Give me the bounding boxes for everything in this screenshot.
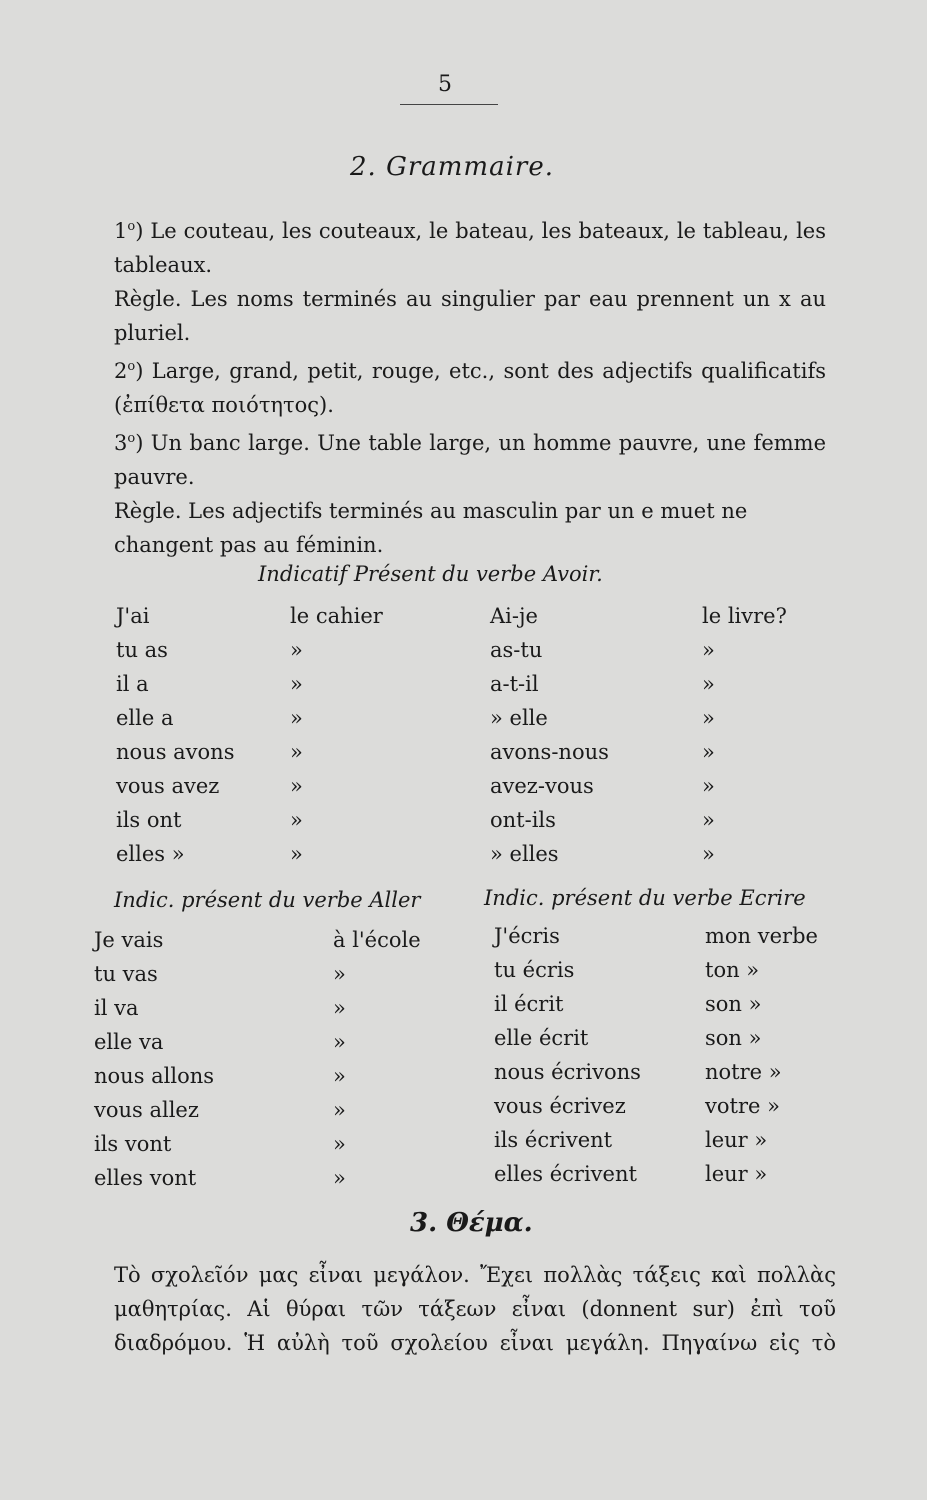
theme-line-1: Τὸ σχολεῖόν μας εἶναι μεγάλον. Ἔχει πολλὰς τάξεις καὶ πολλὰς: [114, 1263, 836, 1287]
ecrire-cell-r1-c1: J'écris: [494, 924, 560, 948]
avoir-cell-r3-c1: il a: [116, 672, 149, 696]
ecrire-cell-r7-c2: leur »: [705, 1128, 768, 1152]
grammar-item-3: 3$^o$) Un banc large. Une table large, un homme pauvre, une femme pauvre.: [114, 431, 826, 489]
avoir-cell-r3-c4: »: [702, 672, 715, 696]
aller-cell-r5-c1: nous allons: [94, 1064, 215, 1088]
avoir-cell-r8-c1: elles »: [116, 842, 185, 866]
aller-cell-r7-c1: ils vont: [94, 1132, 172, 1156]
page-number: 5: [438, 72, 452, 97]
avoir-cell-r6-c3: avez-vous: [490, 774, 594, 798]
avoir-cell-r1-c4: le livre?: [702, 604, 787, 628]
ecrire-cell-r5-c2: notre »: [705, 1060, 782, 1084]
avoir-cell-r5-c2: »: [290, 740, 303, 764]
ecrire-cell-r1-c2: mon verbe: [705, 924, 818, 948]
aller-cell-r8-c1: elles vont: [94, 1166, 197, 1190]
grammar-paragraphs: [114, 210, 826, 562]
theme-line-2: μαθητρίας. Αἱ θύραι τῶν τάξεων εἶναι (donnent sur) ἐπὶ τοῦ: [114, 1297, 836, 1321]
aller-cell-r4-c1: elle va: [94, 1030, 164, 1054]
aller-cell-r3-c2: »: [333, 996, 346, 1020]
avoir-cell-r3-c3: a-t-il: [490, 672, 539, 696]
avoir-cell-r1-c2: le cahier: [290, 604, 383, 628]
aller-cell-r6-c1: vous allez: [94, 1098, 199, 1122]
avoir-cell-r4-c4: »: [702, 706, 715, 730]
aller-cell-r2-c1: tu vas: [94, 962, 158, 986]
avoir-cell-r2-c2: »: [290, 638, 303, 662]
avoir-heading: Indicatif Présent du verbe Avoir.: [258, 562, 603, 586]
avoir-cell-r5-c4: »: [702, 740, 715, 764]
ecrire-cell-r3-c2: son »: [705, 992, 762, 1016]
aller-cell-r4-c2: »: [333, 1030, 346, 1054]
grammar-rule-2: Règle. Les adjectifs terminés au masculin par un e muet ne changent pas au féminin.: [114, 499, 748, 557]
aller-cell-r2-c2: »: [333, 962, 346, 986]
aller-heading: Indic. présent du verbe Aller: [114, 888, 421, 912]
ecrire-cell-r4-c1: elle écrit: [494, 1026, 589, 1050]
avoir-cell-r3-c2: »: [290, 672, 303, 696]
ecrire-cell-r8-c2: leur »: [705, 1162, 768, 1186]
ecrire-cell-r2-c1: tu écris: [494, 958, 575, 982]
ecrire-cell-r6-c2: votre »: [705, 1094, 780, 1118]
aller-cell-r1-c2: à l'école: [333, 928, 421, 952]
avoir-cell-r1-c1: J'ai: [116, 604, 150, 628]
avoir-cell-r8-c3: » elles: [490, 842, 559, 866]
ecrire-cell-r6-c1: vous écrivez: [494, 1094, 626, 1118]
avoir-cell-r6-c1: vous avez: [116, 774, 220, 798]
avoir-cell-r7-c1: ils ont: [116, 808, 182, 832]
ecrire-cell-r2-c2: ton »: [705, 958, 760, 982]
theme-line-3: διαδρόμου. Ἡ αὐλὴ τοῦ σχολείου εἶναι μεγάλη. Πηγαίνω εἰς τὸ: [114, 1331, 836, 1355]
avoir-cell-r8-c4: »: [702, 842, 715, 866]
aller-cell-r6-c2: »: [333, 1098, 346, 1122]
avoir-cell-r4-c2: »: [290, 706, 303, 730]
grammar-item-1: 1$^o$) Le couteau, les couteaux, le bateau, les bateaux, le tableau, les tableaux.: [114, 219, 826, 277]
aller-cell-r1-c1: Je vais: [94, 928, 164, 952]
section-title-grammaire: 2. Grammaire.: [350, 152, 554, 182]
avoir-cell-r7-c2: »: [290, 808, 303, 832]
avoir-cell-r7-c3: ont-ils: [490, 808, 556, 832]
avoir-cell-r4-c3: » elle: [490, 706, 548, 730]
avoir-cell-r2-c1: tu as: [116, 638, 168, 662]
ecrire-cell-r7-c1: ils écrivent: [494, 1128, 613, 1152]
avoir-cell-r5-c1: nous avons: [116, 740, 235, 764]
avoir-cell-r5-c3: avons-nous: [490, 740, 609, 764]
grammar-item-2: 2$^o$) Large, grand, petit, rouge, etc., sont des adjectifs qualificatifs (ἐπίθετα ποιότητος).: [114, 359, 826, 417]
section-title-theme: 3. Θέμα.: [410, 1208, 533, 1238]
avoir-cell-r2-c4: »: [702, 638, 715, 662]
avoir-cell-r6-c4: »: [702, 774, 715, 798]
avoir-cell-r1-c3: Ai-je: [490, 604, 538, 628]
avoir-cell-r2-c3: as-tu: [490, 638, 543, 662]
ecrire-cell-r4-c2: son »: [705, 1026, 762, 1050]
avoir-cell-r7-c4: »: [702, 808, 715, 832]
ecrire-cell-r3-c1: il écrit: [494, 992, 564, 1016]
aller-cell-r5-c2: »: [333, 1064, 346, 1088]
ecrire-heading: Indic. présent du verbe Ecrire: [484, 886, 806, 910]
page-number-rule: [400, 104, 498, 105]
aller-cell-r8-c2: »: [333, 1166, 346, 1190]
ecrire-cell-r5-c1: nous écrivons: [494, 1060, 641, 1084]
avoir-cell-r8-c2: »: [290, 842, 303, 866]
avoir-cell-r4-c1: elle a: [116, 706, 174, 730]
avoir-cell-r6-c2: »: [290, 774, 303, 798]
theme-paragraph: [114, 1258, 836, 1360]
ecrire-cell-r8-c1: elles écrivent: [494, 1162, 637, 1186]
aller-cell-r3-c1: il va: [94, 996, 139, 1020]
aller-cell-r7-c2: »: [333, 1132, 346, 1156]
grammar-rule-1: Règle. Les noms terminés au singulier par eau prennent un x au pluriel.: [114, 287, 826, 345]
